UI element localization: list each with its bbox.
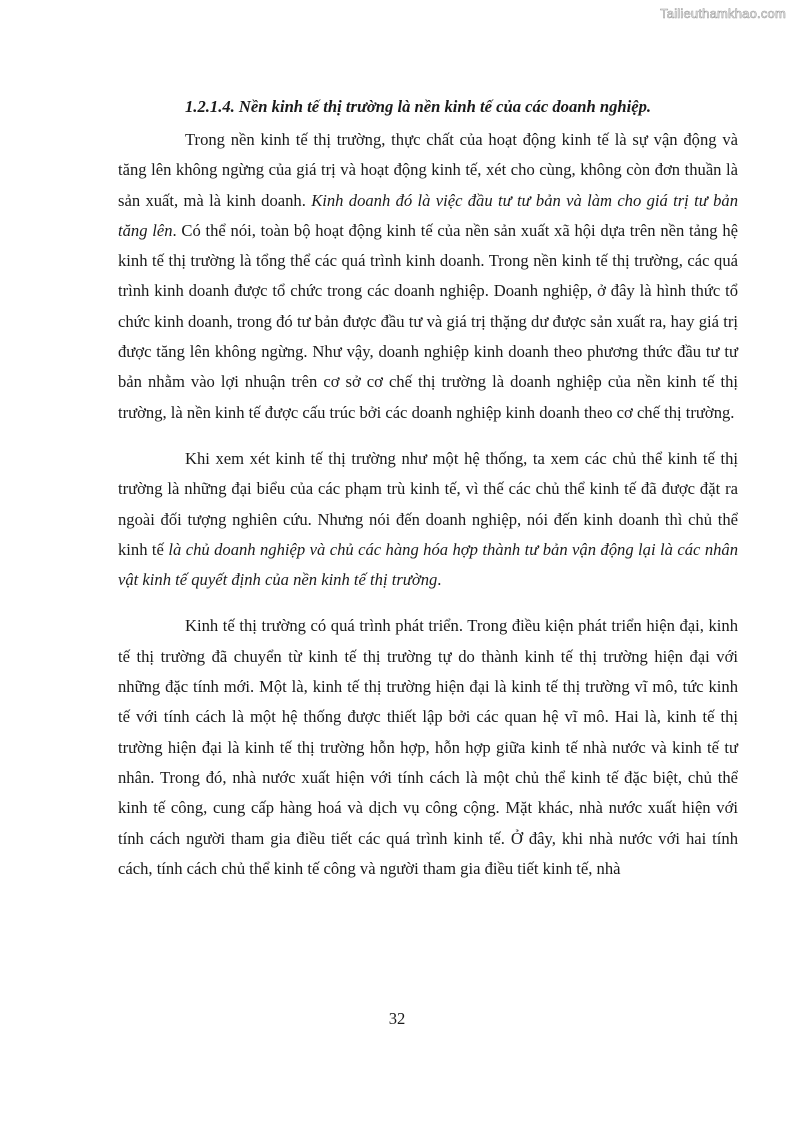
paragraph-2-text-a: Khi xem xét kinh tế thị trường như một hệ thống, ta xem các chủ thể kinh tế thị trường là những đại biểu của các phạm trù kinh tế, vì thế các chủ thể kinh tế đã được đặt ra ngoài đối tượng nghiên cứu. Nhưng nói đến doanh nghiệp, nói đến kinh doanh thì chủ thể kinh tế bbox=[118, 448, 738, 559]
paragraph-1-italic: Kinh doanh đó là việc đầu tư tư bản và làm cho giá trị tư bản tăng lên bbox=[118, 190, 738, 240]
section-heading: 1.2.1.4. Nền kinh tế thị trường là nền kinh tế của các doanh nghiệp. bbox=[185, 97, 652, 116]
watermark-text: Tailieuthamkhao.com bbox=[660, 6, 786, 21]
paragraph-1-text-a: Trong nền kinh tế thị trường, thực chất của hoạt động kinh tế là sự vận động và tăng lên không ngừng của giá trị và hoạt động kinh tế, xét cho cùng, không còn đơn thuần là sản xuất, mà là kinh doanh. bbox=[118, 130, 738, 210]
document-page bbox=[118, 94, 738, 900]
paragraph-1 bbox=[118, 125, 738, 428]
paragraph-2 bbox=[118, 444, 738, 595]
paragraph-3: Kinh tế thị trường có quá trình phát triển. Trong điều kiện phát triển hiện đại, kinh tế thị trường đã chuyển từ kinh tế thị trường tự do thành kinh tế thị trường hiện đại với những đặc tính mới. Một là, kinh tế thị trường hiện đại là kinh tế thị trường vĩ mô, tức kinh tế với tính cách là một hệ thống được thiết lập bởi các quan hệ vĩ mô. Hai là, kinh tế thị trường hiện đại là kinh tế thị trường hỗn hợp, hỗn hợp giữa kinh tế nhà nước và kinh tế tư nhân. Trong đó, nhà nước xuất hiện với tính cách là một chủ thể kinh tế đặc biệt, chủ thể kinh tế công, cung cấp hàng hoá và dịch vụ công cộng. Mặt khác, nhà nước xuất hiện với tính cách người tham gia điều tiết các quá trình kinh tế. Ở đây, khi nhà nước với hai tính cách, tính cách chủ thể kinh tế công và người tham gia điều tiết kinh tế, nhà bbox=[118, 616, 738, 878]
paragraph-2-text-b: . bbox=[437, 570, 442, 590]
paragraph-2-italic: là chủ doanh nghiệp và chủ các hàng hóa hợp thành tư bản vận động lại là các nhân vật kinh tế quyết định của nền kinh tế thị trường bbox=[118, 539, 739, 590]
page-number: 32 bbox=[388, 1009, 406, 1028]
paragraph-1-text-b: . Có thể nói, toàn bộ hoạt động kinh tế của nền sản xuất xã hội dựa trên nền tảng hệ kinh tế thị trường là tổng thể các quá trình kinh doanh. Trong nền kinh tế thị trường, các quá trình kinh doanh được tổ chức trong các doanh nghiệp. Doanh nghiệp, ở đây là hình thức tổ chức kinh doanh, trong đó tư bản được đầu tư và giá trị thặng dư được sản xuất ra, hay giá trị được tăng lên không ngừng. Như vậy, doanh nghiệp kinh doanh theo phương thức đầu tư tư bản nhằm vào lợi nhuận trên cơ sở cơ chế thị trường là doanh nghiệp của nền kinh tế thị trường, là nền kinh tế được cấu trúc bởi các doanh nghiệp kinh doanh theo cơ chế thị trường. bbox=[118, 220, 739, 422]
